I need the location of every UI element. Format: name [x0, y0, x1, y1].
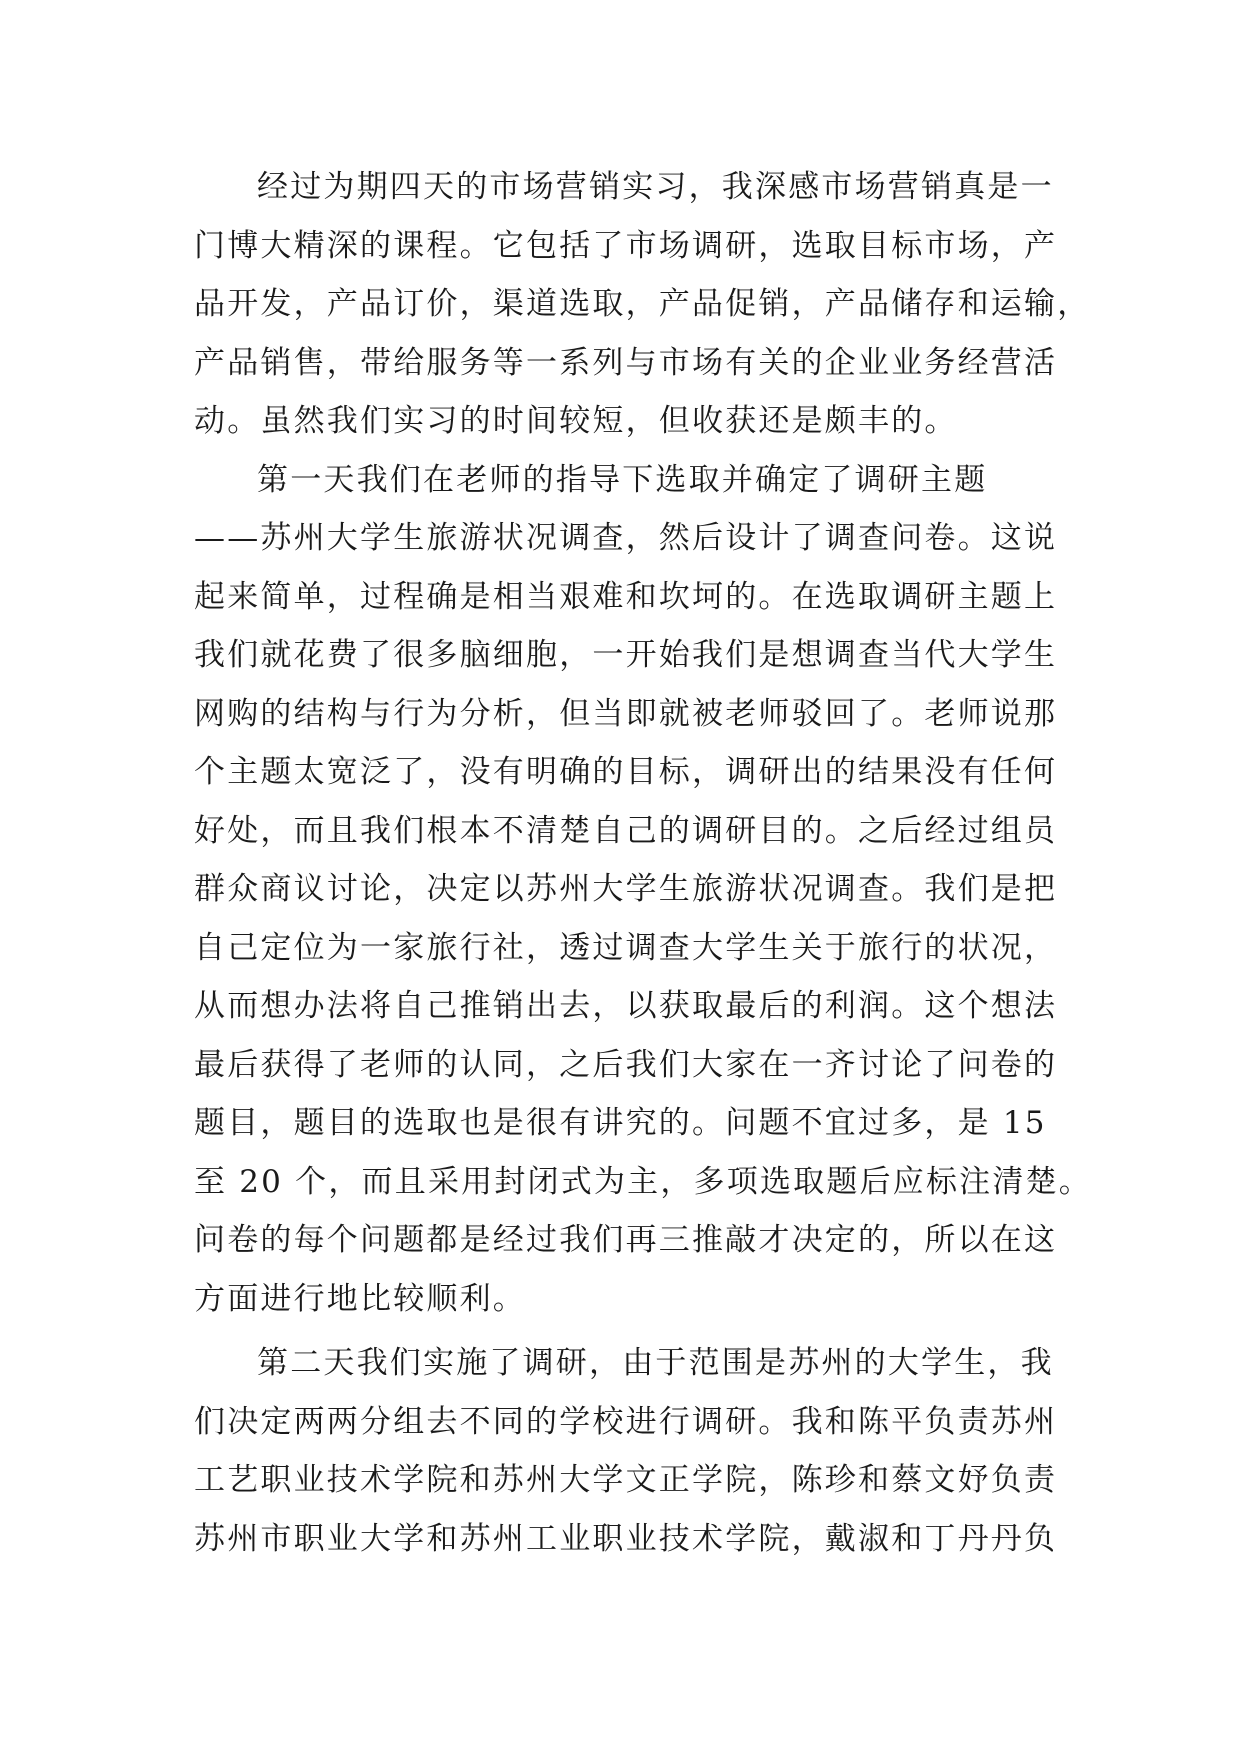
text-line: 从而想办法将自己推销出去，以获取最后的利润。这个想法 — [194, 988, 1058, 1024]
text-line: 经过为期四天的市场营销实习，我深感市场营销真是一 — [257, 169, 1054, 205]
text-line: 至 20 个，而且采用封闭式为主，多项选取题后应标注清楚。 — [194, 1163, 1092, 1200]
text-line: 动。虽然我们实习的时间较短，但收获还是颇丰的。 — [194, 403, 958, 439]
text-line: 个主题太宽泛了，没有明确的目标，调研出的结果没有任何 — [194, 754, 1058, 790]
text-line: 问卷的每个问题都是经过我们再三推敲才决定的，所以在这 — [194, 1222, 1058, 1258]
text-line: 第二天我们实施了调研，由于范围是苏州的大学生，我 — [257, 1345, 1054, 1381]
text-line: 方面进行地比较顺利。 — [194, 1280, 526, 1317]
text-line: 自己定位为一家旅行社，透过调查大学生关于旅行的状况， — [194, 929, 1058, 966]
text-line: ——苏州大学生旅游状况调查，然后设计了调查问卷。这说 — [194, 520, 1058, 556]
text-line: 工艺职业技术学院和苏州大学文正学院，陈珍和蔡文妤负责 — [194, 1462, 1058, 1498]
text-line: 我们就花费了很多脑细胞，一开始我们是想调查当代大学生 — [194, 637, 1058, 673]
text-line: 产品销售，带给服务等一系列与市场有关的企业业务经营活 — [194, 344, 1058, 381]
text-line: 好处，而且我们根本不清楚自己的调研目的。之后经过组员 — [194, 812, 1058, 849]
text-line: 网购的结构与行为分析，但当即就被老师驳回了。老师说那 — [194, 695, 1058, 732]
text-line: 门博大精深的课程。它包括了市场调研，选取目标市场，产 — [194, 227, 1058, 264]
paragraph-1 — [194, 158, 1091, 451]
paragraph-3 — [194, 1334, 1074, 1568]
text-line: 最后获得了老师的认同，之后我们大家在一齐讨论了问卷的 — [194, 1046, 1058, 1083]
text-line: 品开发，产品订价，渠道选取，产品促销，产品储存和运输， — [194, 286, 1091, 322]
paragraph-2 — [194, 451, 1092, 1329]
text-line: 第一天我们在老师的指导下选取并确定了调研主题 — [257, 461, 988, 498]
text-line: 们决定两两分组去不同的学校进行调研。我和陈平负责苏州 — [194, 1403, 1058, 1440]
text-line: 题目，题目的选取也是很有讲究的。问题不宜过多，是 15 — [194, 1105, 1047, 1141]
document-body — [194, 158, 1092, 1568]
text-line: 起来简单，过程确是相当艰难和坎坷的。在选取调研主题上 — [194, 578, 1058, 615]
text-line: 群众商议讨论，决定以苏州大学生旅游状况调查。我们是把 — [194, 871, 1058, 907]
text-line: 苏州市职业大学和苏州工业职业技术学院，戴淑和丁丹丹负 — [194, 1520, 1058, 1557]
